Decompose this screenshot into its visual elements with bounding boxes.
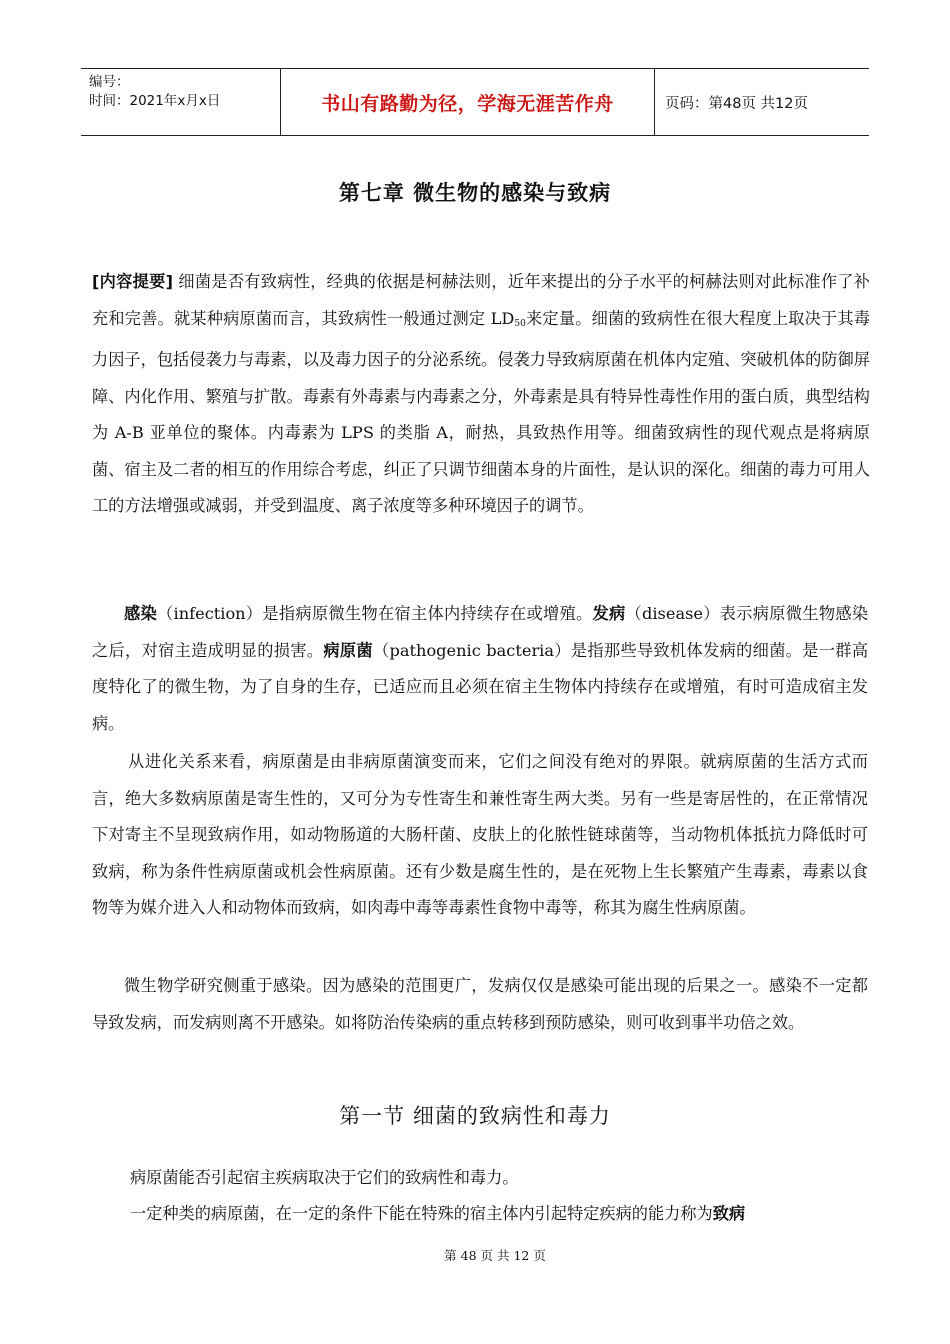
content-summary — [92, 264, 870, 525]
paragraph-infection-focus: 微生物学研究侧重于感染。因为感染的范围更广，发病仅仅是感染可能出现的后果之一。感染不一定都导致发病，而发病则离不开感染。如将防治传染病的重点转移到预防感染，则可收到事半功倍之效。 — [92, 976, 868, 1032]
header-motto-cell — [281, 69, 655, 135]
term-disease: 发病 — [592, 604, 626, 623]
summary-tag: [内容提要] — [92, 272, 173, 291]
paragraph-pathogenicity-intro: 病原菌能否引起宿主疾病取决于它们的致病性和毒力。 — [130, 1168, 519, 1187]
para1-text-b: （disease）表示病原微生物感染之后，对宿主造成明显的损害。 — [92, 604, 869, 660]
paragraph-evolution: 从进化关系来看，病原菌是由非病原菌演变而来，它们之间没有绝对的界限。就病原菌的生活方式而言，绝大多数病原菌是寄生性的，又可分为专性寄生和兼性寄生两大类。另有一些是寄居性的，在正常情况下对寄主不呈现致病作用，如动物肠道的大肠杆菌、皮肤上的化脓性链球菌等，当动物机体抵抗力降低时可致病，称为条件性病原菌或机会性病原菌。还有少数是腐生性的，是在死物上生长繁殖产生毒素，毒素以食物等为媒介进入人和动物体而致病，如肉毒中毒等毒素性食物中毒等，称其为腐生性病原菌。 — [92, 752, 868, 917]
paragraph-pathogenicity-definition — [92, 1196, 868, 1233]
term-pathogen: 病原菌 — [323, 640, 373, 660]
header-meta-cell — [81, 69, 281, 135]
para1-text-c: （pathogenic bacteria）是指那些导致机体发病的细菌。是一群高度特化了的微生物，为了自身的生存，已适应而且必须在宿主生物体内持续存在或增殖，有时可造成宿主发病。 — [92, 640, 869, 733]
page-footer: 第 48 页 共 12 页 — [444, 1248, 546, 1263]
header-page-info: 页码：第48页 共12页 — [665, 95, 809, 112]
para5-text: 一定种类的病原菌，在一定的条件下能在特殊的宿主体内引起特定疾病的能力称为 — [130, 1204, 713, 1223]
summary-text-part2: 来定量。细菌的致病性在很大程度上取决于其毒力因子，包括侵袭力与毒素，以及毒力因子的分泌系统。侵袭力导致病原菌在机体内定殖、突破机体的防御屏障、内化作用、繁殖与扩散。毒素有外毒素与内毒素之分，外毒素是具有特异性毒性作用的蛋白质，典型结构为 A-B 亚单位的聚体。内毒素为 LPS 的类脂 A，耐热，具致热作用等。细菌致病性的现代观点是将病原菌、宿主及二者的相互的作用综合考虑，纠正了只调节细菌本身的片面性，是认识的深化。细菌的毒力可用人工的方法增强或减弱，并受到温度、离子浓度等多种环境因子的调节。 — [92, 308, 870, 515]
document-id-label: 编号： — [89, 74, 130, 90]
header-page-cell — [655, 69, 869, 135]
section-title: 第一节 细菌的致病性和毒力 — [339, 1104, 611, 1128]
header-motto: 书山有路勤为径，学海无涯苦作舟 — [321, 92, 614, 115]
paragraph-infection-definition — [92, 596, 868, 742]
chapter-title: 第七章 微生物的感染与致病 — [338, 181, 612, 205]
para1-text-a: （infection）是指病原微生物在宿主体内持续存在或增殖。 — [157, 604, 593, 623]
summary-text-part1: 细菌是否有致病性，经典的依据是柯赫法则，近年来提出的分子水平的柯赫法则对此标准作了补充和完善。就某种病原菌而言，其致病性一般通过测定 LD — [92, 272, 870, 328]
page-header — [81, 68, 869, 136]
document-date-label: 时间：2021年x月x日 — [89, 93, 221, 109]
term-pathogenicity: 致病 — [712, 1204, 746, 1223]
ld50-subscript: 50 — [514, 318, 526, 329]
term-infection: 感染 — [124, 604, 158, 623]
